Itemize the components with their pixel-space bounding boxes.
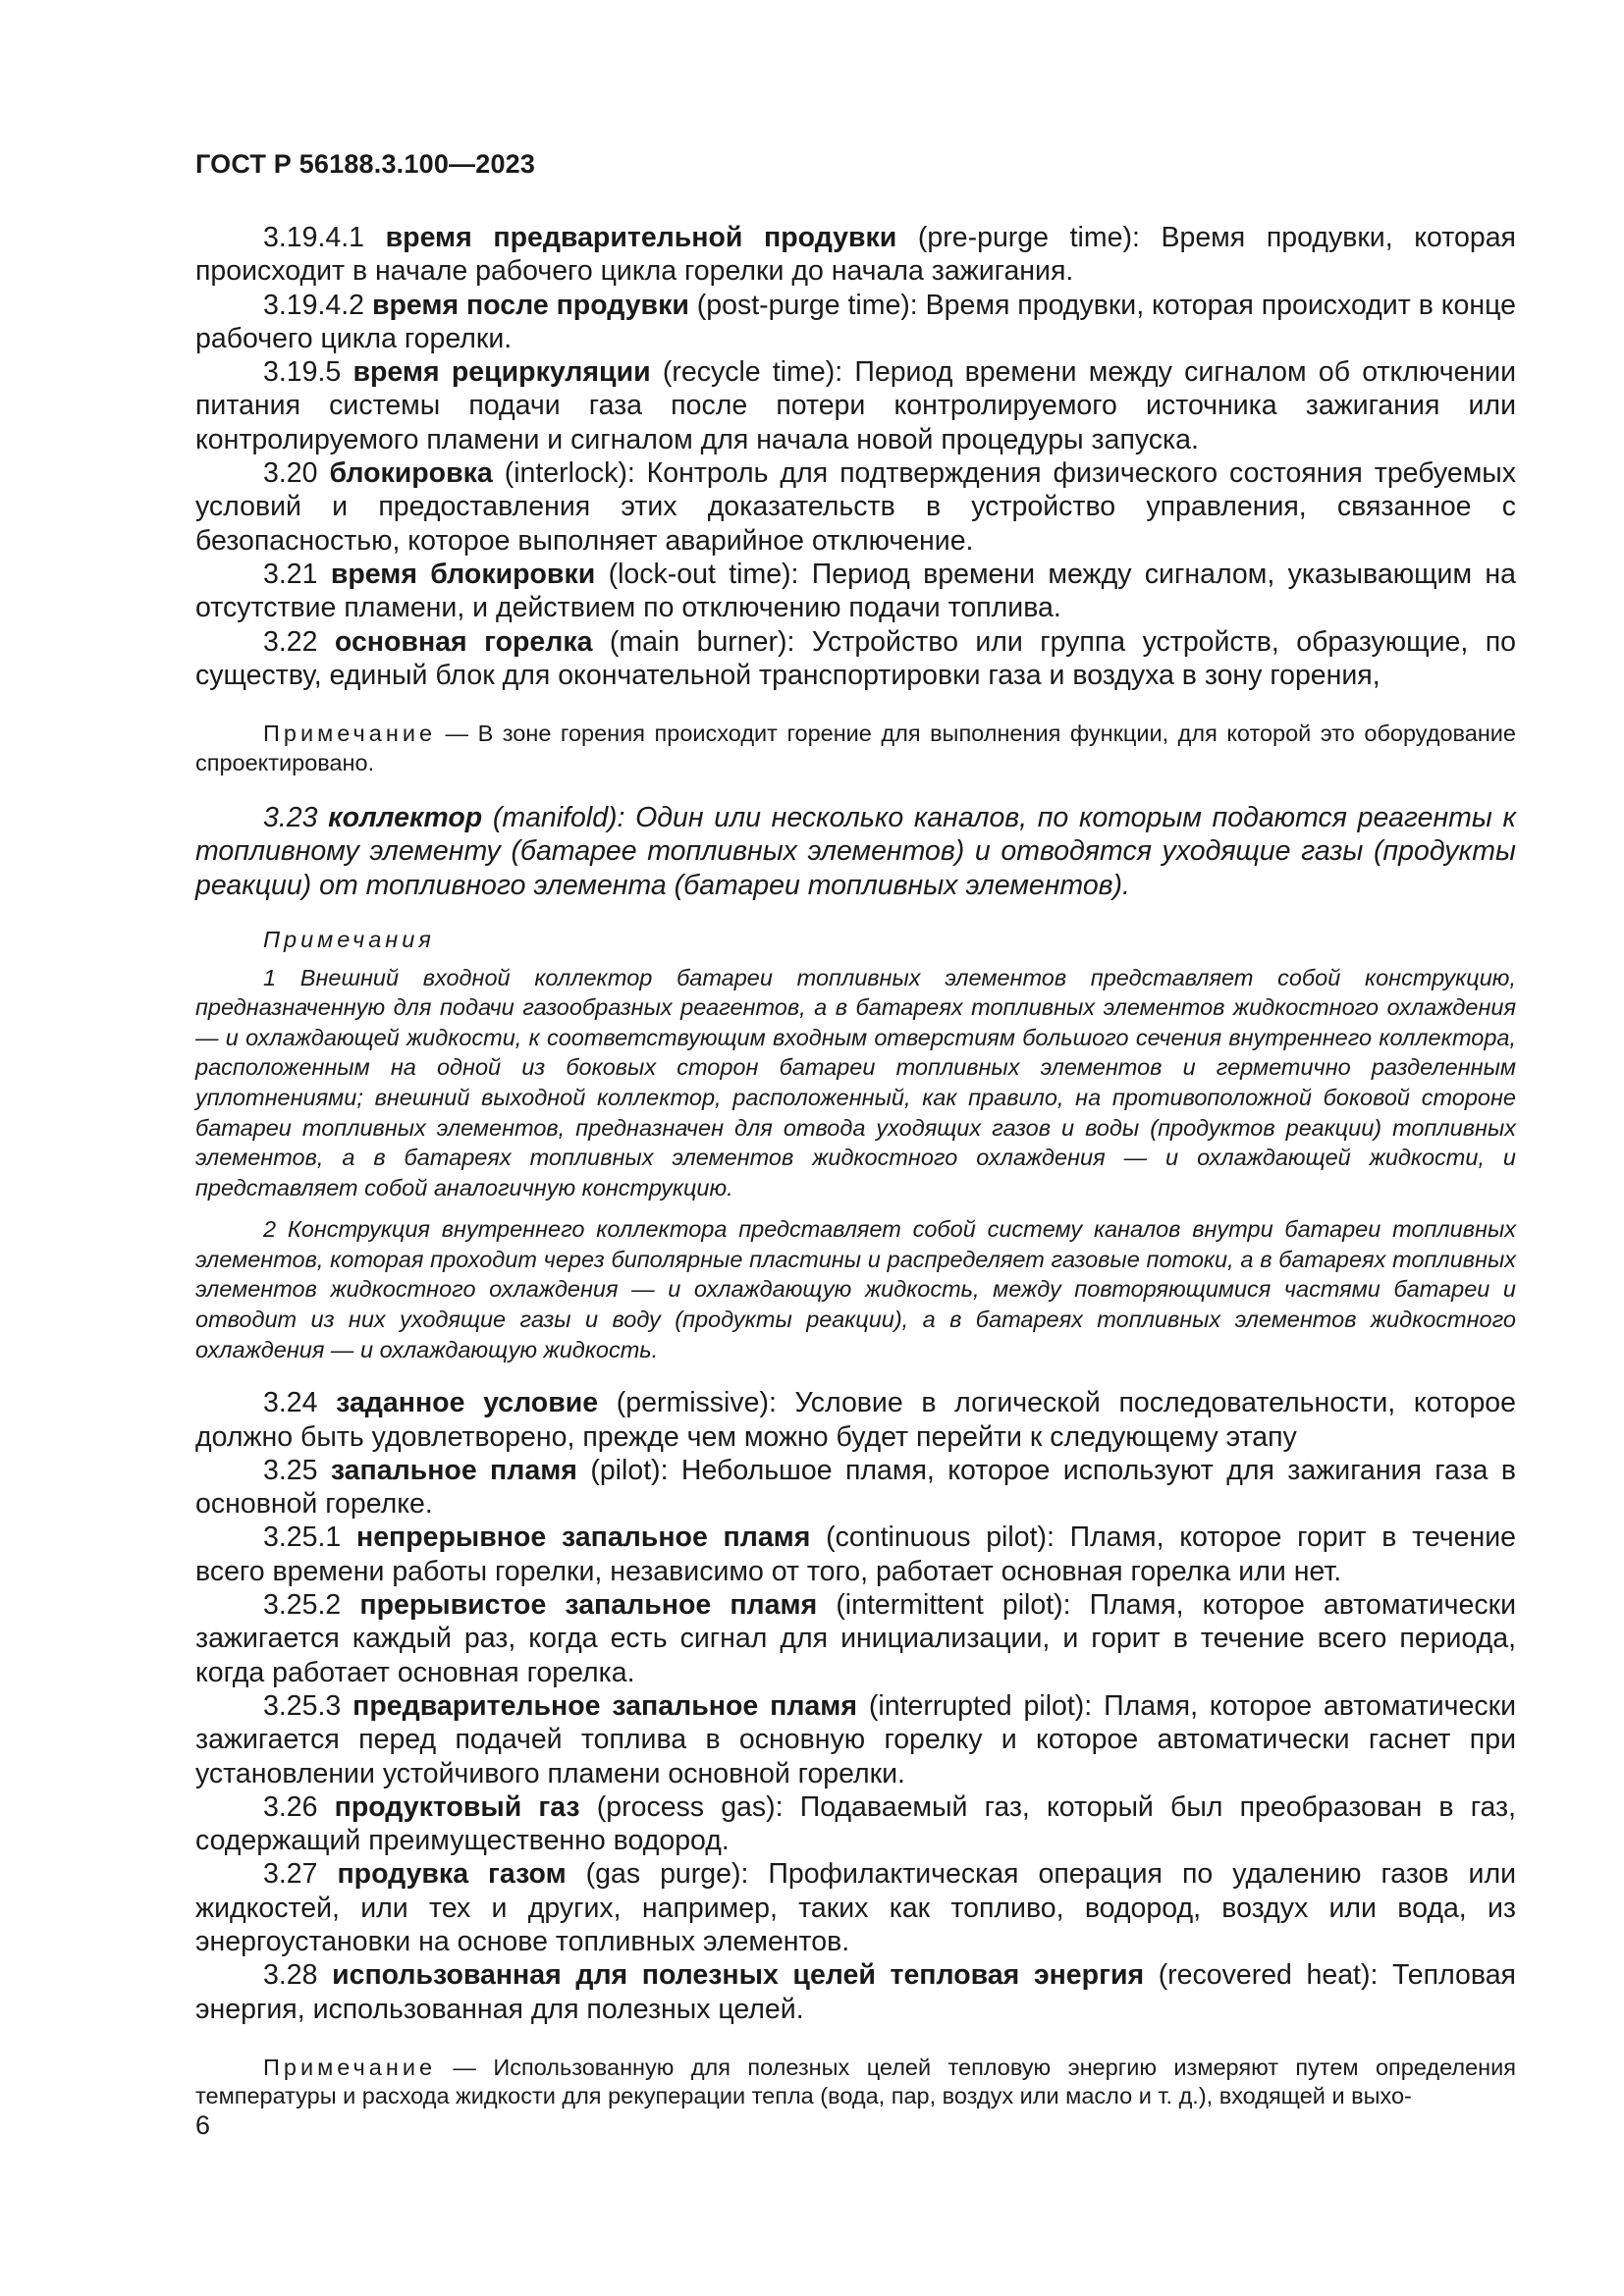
term-number: 3.28 (263, 1959, 318, 1992)
term-definition: : Тепловая энергия, использованная для полезных целей. (195, 1959, 1516, 2025)
document-body (195, 221, 1516, 2135)
term-number: 3.23 (263, 802, 318, 834)
term-number: 3.25.1 (263, 1522, 342, 1554)
term-title: основная горелка (334, 625, 593, 658)
term-definition: : Небольшое пламя, которое используют для зажигания газа в основной горелке. (195, 1454, 1517, 1521)
term-entry (195, 1790, 1516, 1858)
term-entry (195, 355, 1516, 456)
term-number: 3.19.5 (263, 356, 342, 389)
term-definition: : Подаваемый газ, который был преобразован в газ, содержащий преимущественно водород. (195, 1790, 1516, 1857)
term-english: (post-purge time) (696, 289, 910, 321)
term-title: время предварительной продувки (385, 222, 897, 253)
term-number: 3.27 (263, 1858, 318, 1891)
term-title: продуктовый газ (334, 1790, 580, 1823)
term-english: (recovered heat) (1158, 1959, 1371, 1992)
term-entry (195, 289, 1516, 356)
note-item: 2 Конструкция внутреннего коллектора представляет собой систему каналов внутри батареи топливных элементов, которая проходит через биполярные пластины и распределяет газовые потоки, а в батареях топливных элементов жидкостного охлаждения — и охлаждающую жидкость, между повторяющимися частями батареи и отводит из них уходящие газы и воду (продукты реакции), а в батареях топливных элементов жидкостного охлаждения — и охлаждающую жидкость. (195, 1216, 1516, 1362)
term-number: 3.20 (263, 457, 318, 490)
term-english: (process gas) (596, 1790, 776, 1823)
term-definition: : Время продувки, которая происходит в конце рабочего цикла горелки. (195, 289, 1517, 354)
term-number: 3.21 (263, 558, 318, 590)
term-title: продувка газом (337, 1858, 567, 1891)
note (195, 720, 1516, 777)
term-definition: : Время продувки, которая происходит в начале рабочего цикла горелки до начала зажигания. (195, 222, 1516, 288)
term-english: (interlock) (504, 457, 627, 490)
term-english: (lock-out time) (608, 558, 791, 590)
note (195, 2054, 1516, 2111)
term-entry (195, 1857, 1516, 1958)
term-title: прерывистое запальное пламя (359, 1589, 818, 1622)
term-number: 3.26 (263, 1790, 318, 1823)
term-entry (195, 1689, 1516, 1790)
term-definition: : Контроль для подтверждения физического состояния требуемых условий и предоставления этих доказательств в устройство управления, связанное с безопасностью, которое выполняет аварийное отключение. (195, 457, 1517, 557)
term-english: (continuous pilot) (826, 1522, 1047, 1554)
term-title: время рециркуляции (352, 356, 651, 389)
term-definition: (manifold): Один или несколько каналов, по которым подаются реагенты к топливному элементу (батарее топливных элементов) и отводятся уходящие газы (продукты реакции) от топливного элемента (батареи топливных элементов). (195, 802, 1517, 901)
term-definition: : Период времени между сигналом, указывающим на отсутствие пламени, и действием по отключению подачи топлива. (195, 558, 1516, 624)
term-english: (recycle time) (662, 356, 836, 389)
note-text: — Использованную для полезных целей тепловую энергию измеряют путем определения температуры и расхода жидкости для рекуперации тепла (вода, пар, воздух или масло и т. д.), входящей и выхо- (195, 2054, 1516, 2109)
term-english: (main burner) (609, 625, 787, 658)
term-entry (195, 1521, 1516, 1588)
term-entry (195, 1958, 1516, 2026)
term-title: заданное условие (336, 1387, 599, 1419)
term-number: 3.24 (263, 1387, 318, 1419)
term-title: время блокировки (330, 558, 596, 590)
term-definition: : Пламя, которое горит в течение всего времени работы горелки, независимо от того, работает основная горелка или нет. (195, 1522, 1517, 1587)
term-entry (195, 221, 1516, 289)
term-entry (195, 1386, 1516, 1454)
term-title: запальное пламя (330, 1454, 577, 1486)
term-entry (195, 558, 1516, 625)
term-number: 3.25.2 (263, 1589, 342, 1622)
page-number: 6 (195, 2110, 211, 2140)
term-entry (195, 625, 1516, 693)
term-definition: : Пламя, которое автоматически зажигается каждый раз, когда есть сигнал для инициализации, и горит в течение всего периода, когда работает основная горелка. (195, 1589, 1517, 1688)
term-definition: : Условие в логической последовательности, которое должно быть удовлетворено, прежде чем можно будет перейти к следующему этапу (195, 1387, 1517, 1453)
term-english: (permissive) (616, 1387, 769, 1419)
term-definition: : Профилактическая операция по удалению газов или жидкостей, или тех и других, например, таких как топливо, водород, воздух или вода, из энергоустановки на основе топливных элементов. (195, 1858, 1516, 1958)
note-item: 1 Внешний входной коллектор батареи топливных элементов представляет собой конструкцию, предназначенную для подачи газообразных реагентов, а в батареях топливных элементов жидкостного охлаждения — и охлаждающей жидкости, к соответствующим входным отверстиям большого сечения внутреннего коллектора, расположенным на одной из боковых сторон батареи топливных элементов и герметично разделенным уплотнениями; внешний выходной коллектор, расположенный, как правило, на противоположной боковой стороне батареи топливных элементов, предназначен для отвода уходящих газов и воды (продуктов реакции) топливных элементов, а в батареях топливных элементов жидкостного охлаждения — и охлаждающей жидкости, и представляет собой аналогичную конструкцию. (195, 964, 1516, 1201)
term-english: (intermittent pilot) (836, 1589, 1063, 1622)
term-definition: : Пламя, которое автоматически зажигается перед подачей топлива в основную горелку и которое автоматически гаснет при установлении устойчивого пламени основной горелки. (195, 1689, 1517, 1789)
notes-title-text: Примечания (263, 927, 435, 953)
term-definition: : Устройство или группа устройств, образующие, по существу, единый блок для окончательной транспортировки газа и воздуха в зону горения, (195, 625, 1517, 691)
term-title: время после продувки (371, 289, 689, 321)
term-title: предварительное запальное пламя (352, 1689, 857, 1722)
term-title: непрерывное запальное пламя (355, 1522, 811, 1554)
document-header: ГОСТ Р 56188.3.100—2023 (195, 149, 536, 179)
note-label: Примечание (263, 721, 437, 747)
notes-title (195, 926, 1516, 955)
term-english: (interrupted pilot) (868, 1689, 1085, 1722)
term-entry (195, 1454, 1516, 1522)
term-english: (pre-purge time) (917, 222, 1132, 253)
term-english: (gas purge) (585, 1858, 741, 1891)
term-number: 3.25.3 (263, 1689, 342, 1722)
term-title: блокировка (329, 457, 493, 490)
term-title: коллектор (328, 802, 483, 834)
term-number: 3.19.4.2 (263, 289, 365, 321)
term-entry (195, 801, 1516, 902)
term-number: 3.25 (263, 1454, 318, 1486)
term-english: (pilot) (590, 1454, 661, 1486)
term-number: 3.19.4.1 (263, 222, 365, 253)
term-title: использованная для полезных целей тепловая энергия (332, 1959, 1145, 1992)
term-entry (195, 1588, 1516, 1689)
term-entry (195, 456, 1516, 558)
note-label: Примечание (263, 2054, 437, 2080)
note-text: — В зоне горения происходит горение для выполнения функции, для которой это оборудование спроектировано. (195, 721, 1516, 775)
term-definition: : Период времени между сигналом об отключении питания системы подачи газа после потери контролируемого источника зажигания или контролируемого пламени и сигналом для начала новой процедуры запуска. (195, 356, 1517, 455)
term-number: 3.22 (263, 625, 318, 658)
